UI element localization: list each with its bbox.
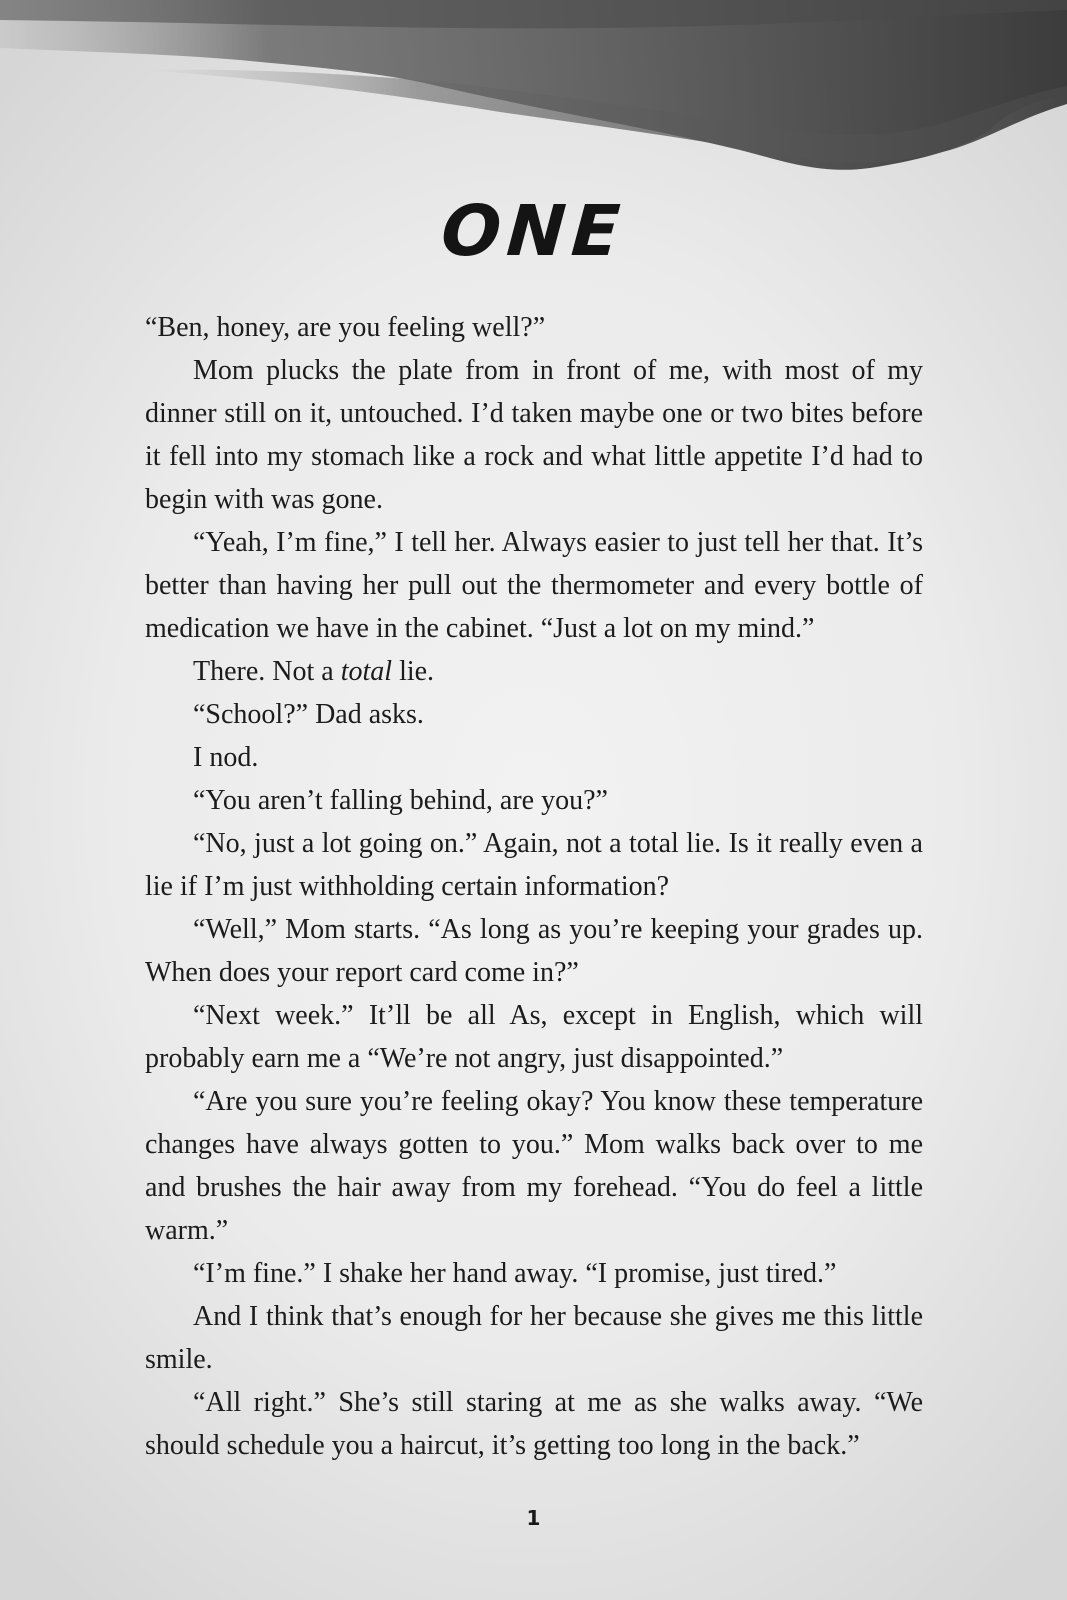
paragraph: “No, just a lot going on.” Again, not a total lie. Is it really even a lie if I’m just withholding certain information? xyxy=(145,828,923,902)
paragraph: Mom plucks the plate from in front of me, with most of my dinner still on it, untouched. I’d taken maybe one or two bites before it fell into my stomach like a rock and what little appetite I’d had to begin with was gone. xyxy=(145,355,923,515)
body-text xyxy=(145,306,923,1467)
brush-stroke-decoration xyxy=(0,0,1067,200)
emphasized-word: total xyxy=(340,656,393,687)
paragraph-text: There. Not a xyxy=(193,656,341,687)
paragraph: “I’m fine.” I shake her hand away. “I promise, just tired.” xyxy=(193,1258,837,1289)
paragraph: “Well,” Mom starts. “As long as you’re keeping your grades up. When does your report card come in?” xyxy=(145,914,923,988)
paragraph-text: lie. xyxy=(392,656,435,687)
paragraph: “You aren’t falling behind, are you?” xyxy=(193,785,608,816)
chapter-title: ONE xyxy=(438,190,629,272)
paragraph: “Yeah, I’m fine,” I tell her. Always easier to just tell her that. It’s better than having her pull out the thermometer and every bottle of medication we have in the cabinet. “Just a lot on my mind.” xyxy=(145,527,923,644)
paragraph: “All right.” She’s still staring at me as she walks away. “We should schedule you a haircut, it’s getting too long in the back.” xyxy=(145,1387,923,1461)
paragraph: “Are you sure you’re feeling okay? You know these temperature changes have always gotten to you.” Mom walks back over to me and brushes the hair away from my forehead. “You do feel a little warm.” xyxy=(145,1086,923,1246)
paragraph xyxy=(145,650,923,693)
page-number: 1 xyxy=(526,1506,541,1530)
paragraph: “Next week.” It’ll be all As, except in English, which will probably earn me a “We’re not angry, just disappointed.” xyxy=(145,1000,923,1074)
paragraph: I nod. xyxy=(193,742,259,773)
paragraph: And I think that’s enough for her because she gives me this little smile. xyxy=(145,1301,923,1375)
paragraph: “School?” Dad asks. xyxy=(193,699,424,730)
paragraph: “Ben, honey, are you feeling well?” xyxy=(145,312,546,343)
